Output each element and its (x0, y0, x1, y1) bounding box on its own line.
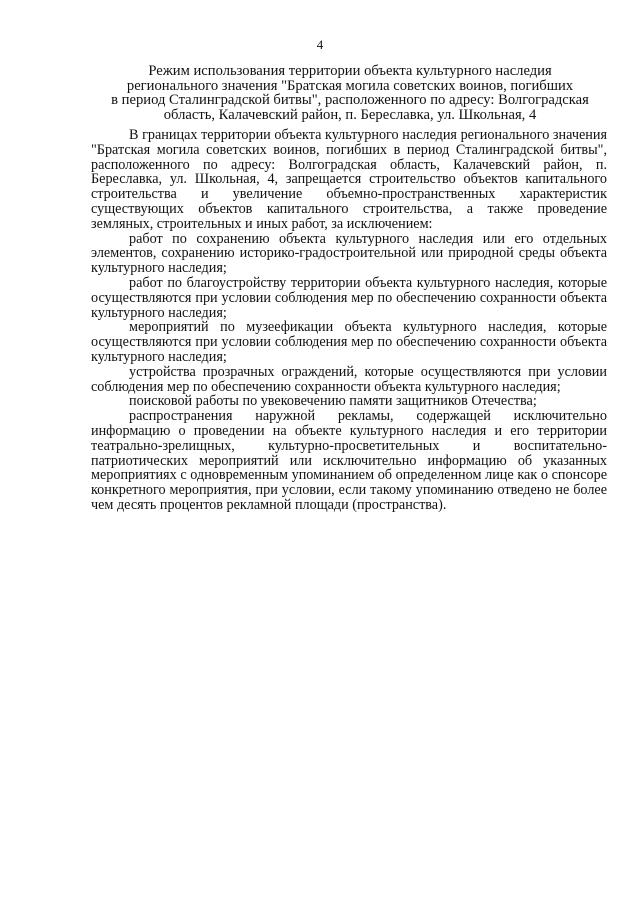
document-title (90, 64, 610, 122)
exception-item: поисковой работы по увековечению памяти защитников Отечества; (129, 393, 537, 410)
page-number: 4 (316, 37, 324, 52)
title-line: Режим использования территории объекта культурного наследия (148, 63, 552, 79)
exception-item: работ по благоустройству территории объекта культурного наследия, которые осуществляются при условии соблюдения мер по обеспечению сохранности объекта культурного наследия; (91, 274, 607, 321)
title-line: область, Калачевский район, п. Береславка, ул. Школьная, 4 (163, 106, 537, 123)
exception-item: мероприятий по музеефикации объекта культурного наследия, которые осуществляются при условии соблюдения мер по обеспечению сохранности объекта культурного наследия; (91, 319, 607, 365)
exception-item: работ по сохранению объекта культурного наследия или его отдельных элементов, сохранению историко-градостроительной или природной среды объекта культурного наследия; (91, 230, 607, 277)
title-line: регионального значения "Братская могила советских воинов, погибших (126, 77, 574, 94)
title-line: в период Сталинградской битвы", расположенного по адресу: Волгоградская (111, 92, 589, 109)
document-body (91, 128, 607, 513)
exception-item: распространения наружной рекламы, содержащей исключительно информацию о проведении на объекте культурного наследия и его территории театрально-зрелищных, культурно-просветительных и воспитательно-патриотических мероприятий или исключительно информацию об указанных мероприятиях с одновременным упоминанием об определенном лице как о спонсоре конкретного мероприятия, при условии, если такому упоминанию отведено не более чем десять процентов рекламной площади (пространства). (91, 408, 607, 513)
intro-paragraph: В границах территории объекта культурного наследия регионального значения "Братская могила советских воинов, погибших в период Сталинградской битвы", расположенного по адресу: Волгоградская область, Калачевский район, п. Береславка, ул. Школьная, 4, запрещается строительство объектов капитального строительства и увеличение объемно-пространственных характеристик существующих объектов капитального строительства, а также проведение земляных, строительных и иных работ, за исключением: (91, 127, 607, 232)
exception-item: устройства прозрачных ограждений, которые осуществляются при условии соблюдения мер по обеспечению сохранности объекта культурного наследия; (91, 363, 607, 395)
